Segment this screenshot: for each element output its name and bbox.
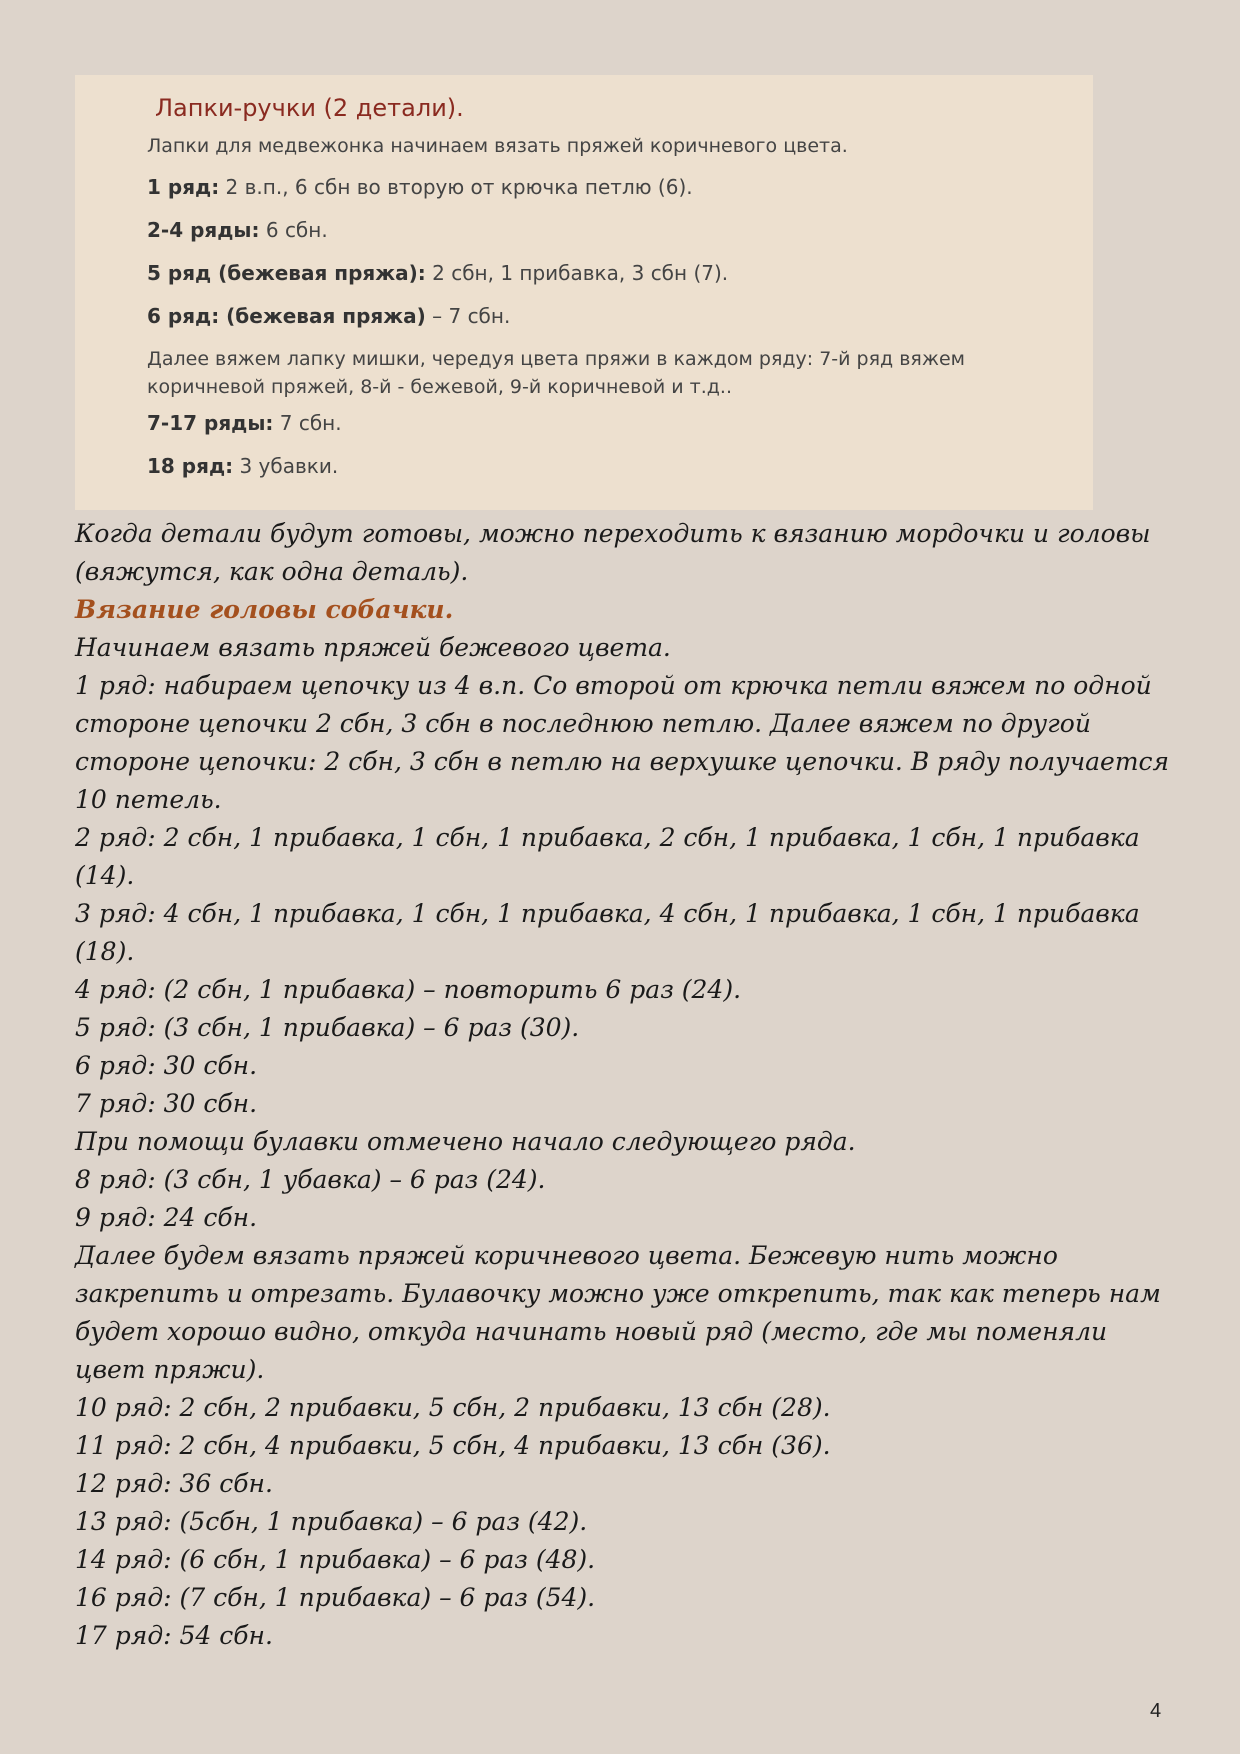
inset-row [147, 259, 1093, 287]
instruction-line: 8 ряд: (3 сбн, 1 убавка) – 6 раз (24). [75, 1165, 546, 1194]
inset-row [147, 173, 1093, 201]
inset-row-text: 2 в.п., 6 сбн во вторую от крючка петлю (6). [219, 175, 693, 199]
instruction-line: 3 ряд: 4 сбн, 1 прибавка, 1 сбн, 1 прибавка, 4 сбн, 1 прибавка, 1 сбн, 1 прибавка (18). [75, 899, 1140, 966]
inset-row-text: 6 сбн. [259, 218, 328, 242]
pattern-inset-image [75, 75, 1093, 510]
instruction-line: Далее будем вязать пряжей коричневого цвета. Бежевую нить можно закрепить и отрезать. Булавочку можно уже открепить, так как теперь нам будет хорошо видно, откуда начинать новый ряд (место, где мы поменяли цвет пряжи). [75, 1241, 1161, 1384]
inset-row [147, 216, 1093, 244]
inset-title: Лапки-ручки (2 детали). [155, 94, 464, 122]
instruction-line: При помощи булавки отмечено начало следующего ряда. [75, 1127, 856, 1156]
instruction-line: 2 ряд: 2 сбн, 1 прибавка, 1 сбн, 1 прибавка, 2 сбн, 1 прибавка, 1 сбн, 1 прибавка (14). [75, 823, 1140, 890]
instructions-body [75, 515, 1175, 1655]
inset-intro: Лапки для медвежонка начинаем вязать пряжей коричневого цвета. [147, 135, 848, 157]
inset-row-label: 1 ряд: [147, 175, 220, 199]
page-number: 4 [1150, 1700, 1162, 1722]
instruction-line: 14 ряд: (6 сбн, 1 прибавка) – 6 раз (48). [75, 1545, 596, 1574]
instruction-line: 13 ряд: (5сбн, 1 прибавка) – 6 раз (42). [75, 1507, 588, 1536]
instruction-line: 6 ряд: 30 сбн. [75, 1051, 258, 1080]
instruction-line: 9 ряд: 24 сбн. [75, 1203, 258, 1232]
intro-paragraph: Когда детали будут готовы, можно переходить к вязанию мордочки и головы (вяжутся, как одна деталь). [75, 519, 1151, 586]
instruction-line: 10 ряд: 2 сбн, 2 прибавки, 5 сбн, 2 прибавки, 13 сбн (28). [75, 1393, 831, 1422]
instruction-line: 17 ряд: 54 сбн. [75, 1621, 273, 1650]
inset-row-text: 3 убавки. [233, 454, 339, 478]
instruction-line: 1 ряд: набираем цепочку из 4 в.п. Со второй от крючка петли вяжем по одной стороне цепочки 2 сбн, 3 сбн в последнюю петлю. Далее вяжем по другой стороне цепочки: 2 сбн, 3 сбн в петлю на верхушке цепочки. В ряду получается 10 петель. [75, 671, 1170, 814]
instruction-line: 12 ряд: 36 сбн. [75, 1469, 273, 1498]
inset-row [147, 302, 1093, 330]
inset-row-label: 7-17 ряды: [147, 411, 274, 435]
inset-row-label: 6 ряд: (бежевая пряжа) [147, 304, 426, 328]
inset-row-label: 18 ряд: [147, 454, 234, 478]
inset-paragraph: Далее вяжем лапку мишки, чередуя цвета пряжи в каждом ряду: 7-й ряд вяжем коричневой пряжей, 8-й - бежевой, 9-й коричневой и т.д.. [147, 348, 965, 398]
instruction-line: 5 ряд: (3 сбн, 1 прибавка) – 6 раз (30). [75, 1013, 580, 1042]
inset-row-label: 2-4 ряды: [147, 218, 260, 242]
section-heading: Вязание головы собачки. [75, 595, 454, 624]
inset-row-label: 5 ряд (бежевая пряжа): [147, 261, 426, 285]
inset-row-text: – 7 сбн. [425, 304, 511, 328]
instruction-line: 4 ряд: (2 сбн, 1 прибавка) – повторить 6 раз (24). [75, 975, 742, 1004]
inset-row-text: 2 сбн, 1 прибавка, 3 сбн (7). [425, 261, 729, 285]
instruction-line: 16 ряд: (7 сбн, 1 прибавка) – 6 раз (54). [75, 1583, 596, 1612]
instruction-line: 11 ряд: 2 сбн, 4 прибавки, 5 сбн, 4 прибавки, 13 сбн (36). [75, 1431, 831, 1460]
inset-row [147, 409, 1093, 437]
instruction-line: Начинаем вязать пряжей бежевого цвета. [75, 633, 671, 662]
instruction-line: 7 ряд: 30 сбн. [75, 1089, 258, 1118]
inset-row [147, 452, 1093, 480]
inset-row-text: 7 сбн. [273, 411, 342, 435]
